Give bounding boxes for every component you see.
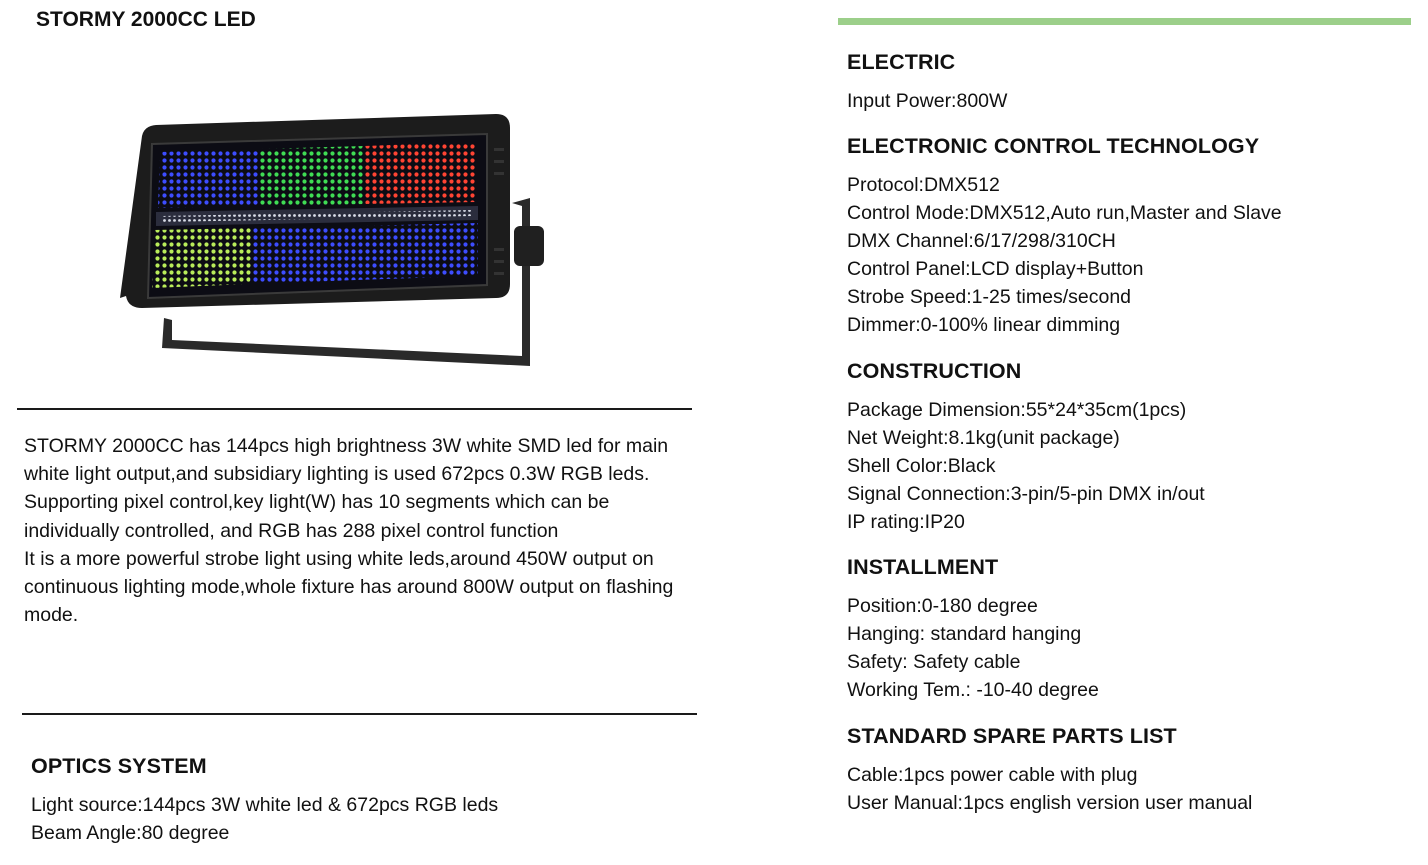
section-heading: CONSTRUCTION <box>847 359 1022 383</box>
spec-line: Position:0-180 degree <box>847 595 1038 617</box>
spec-line: Dimmer:0-100% linear dimming <box>847 314 1121 336</box>
section-heading: OPTICS SYSTEM <box>31 754 207 778</box>
section-heading: ELECTRONIC CONTROL TECHNOLOGY <box>847 134 1260 158</box>
section-heading: STANDARD SPARE PARTS LIST <box>847 724 1177 748</box>
control-section <box>847 134 1282 339</box>
spec-line: Control Mode:DMX512,Auto run,Master and Slave <box>847 202 1282 224</box>
spec-line: Net Weight:8.1kg(unit package) <box>847 427 1120 449</box>
divider <box>22 713 697 715</box>
electric-section <box>847 50 1007 115</box>
product-image <box>112 108 552 370</box>
description-paragraph: It is a more powerful strobe light using white leds,around 450W output on continuous lighting mode,whole fixture has around 800W output on flashing mode. <box>24 547 674 627</box>
section-heading: ELECTRIC <box>847 50 956 74</box>
spec-line: Cable:1pcs power cable with plug <box>847 764 1138 786</box>
accent-bar <box>838 18 1411 25</box>
optics-section <box>31 754 498 847</box>
construction-section <box>847 359 1205 536</box>
spec-line: Shell Color:Black <box>847 455 996 477</box>
spec-line: User Manual:1pcs english version user manual <box>847 792 1253 814</box>
spec-line: Control Panel:LCD display+Button <box>847 258 1144 280</box>
spec-line: IP rating:IP20 <box>847 511 965 533</box>
spec-line: Working Tem.: -10-40 degree <box>847 679 1099 701</box>
spare-parts-section <box>847 724 1252 817</box>
spec-line: Package Dimension:55*24*35cm(1pcs) <box>847 399 1187 421</box>
description <box>24 432 696 629</box>
spec-line: Signal Connection:3-pin/5-pin DMX in/out <box>847 483 1205 505</box>
spec-line: Beam Angle:80 degree <box>31 822 230 844</box>
description-paragraph: STORMY 2000CC has 144pcs high brightness 3W white SMD led for main white light output,and subsidiary lighting is used 672pcs 0.3W RGB leds. Supporting pixel control,key light(W) has 10 segments which can be individually controlled, and RGB has 288 pixel control function <box>24 435 669 542</box>
spec-line: Light source:144pcs 3W white led & 672pcs RGB leds <box>31 794 499 816</box>
spec-line: Safety: Safety cable <box>847 651 1021 673</box>
spec-line: Hanging: standard hanging <box>847 623 1082 645</box>
spec-line: Strobe Speed:1-25 times/second <box>847 286 1132 308</box>
divider <box>17 408 692 410</box>
spec-line: DMX Channel:6/17/298/310CH <box>847 230 1116 252</box>
section-heading: INSTALLMENT <box>847 555 999 579</box>
installment-section <box>847 555 1099 704</box>
spec-line: Input Power:800W <box>847 90 1008 112</box>
page-title: STORMY 2000CC LED <box>36 8 256 31</box>
spec-line: Protocol:DMX512 <box>847 174 1000 196</box>
